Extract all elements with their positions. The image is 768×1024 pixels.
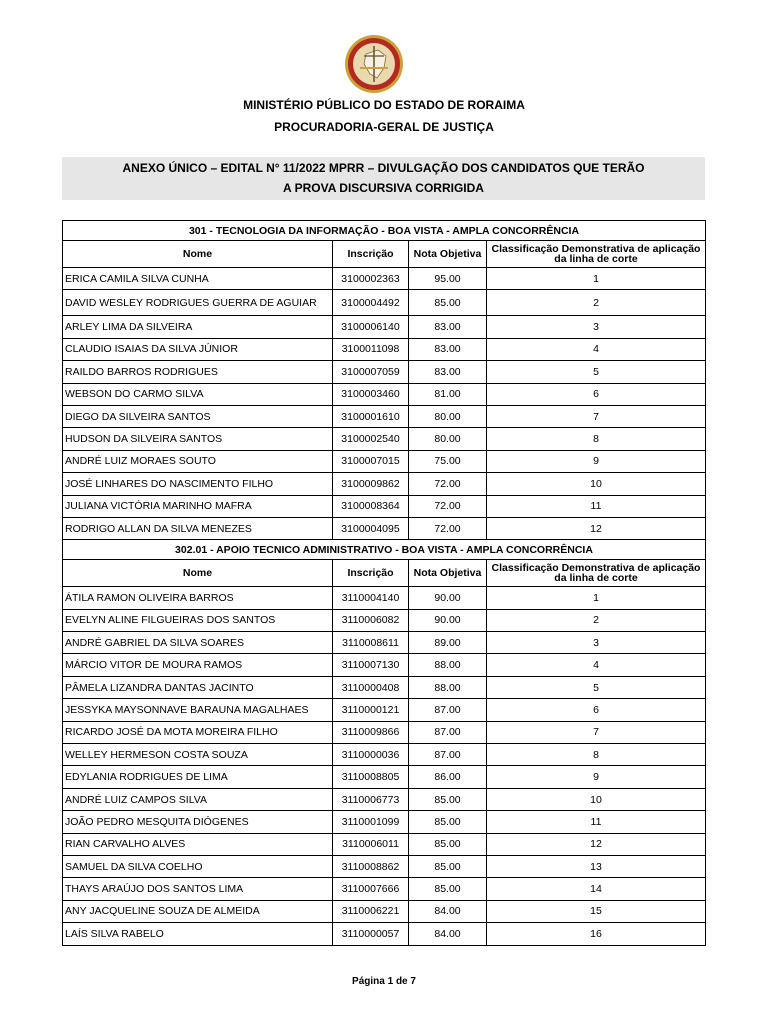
- objective-score: 85.00: [409, 290, 487, 316]
- registration-number: 3110000057: [333, 923, 409, 945]
- objective-score: 90.00: [409, 609, 487, 631]
- candidate-name: MÁRCIO VITOR DE MOURA RAMOS: [63, 654, 333, 676]
- classification: 10: [487, 473, 706, 495]
- section-title-row: [63, 540, 706, 560]
- classification: 7: [487, 405, 706, 427]
- classification: 13: [487, 855, 706, 877]
- candidate-name: ANDRÉ LUIZ CAMPOS SILVA: [63, 788, 333, 810]
- col-header-registration: Inscrição: [333, 560, 409, 587]
- objective-score: 87.00: [409, 744, 487, 766]
- table-row: [63, 900, 706, 922]
- candidate-name: RIAN CARVALHO ALVES: [63, 833, 333, 855]
- table-row: [63, 428, 706, 450]
- table-row: [63, 654, 706, 676]
- candidate-name: DIEGO DA SILVEIRA SANTOS: [63, 405, 333, 427]
- classification: 8: [487, 744, 706, 766]
- registration-number: 3100002540: [333, 428, 409, 450]
- classification: 12: [487, 833, 706, 855]
- classification: 6: [487, 699, 706, 721]
- objective-score: 83.00: [409, 361, 487, 383]
- table-row: [63, 517, 706, 539]
- table-row: [63, 811, 706, 833]
- classification: 9: [487, 450, 706, 472]
- candidate-name: HUDSON DA SILVEIRA SANTOS: [63, 428, 333, 450]
- annex-title-line1: ANEXO ÚNICO – EDITAL N° 11/2022 MPRR – DIVULGAÇÃO DOS CANDIDATOS QUE TERÃO: [122, 161, 645, 175]
- table-row: [63, 833, 706, 855]
- table-row: [63, 290, 706, 316]
- candidate-name: JESSYKA MAYSONNAVE BARAUNA MAGALHAES: [63, 699, 333, 721]
- registration-number: 3100001610: [333, 405, 409, 427]
- classification: 8: [487, 428, 706, 450]
- registration-number: 3110006011: [333, 833, 409, 855]
- candidates-table: [62, 220, 706, 946]
- table-row: [63, 855, 706, 877]
- candidate-name: WEBSON DO CARMO SILVA: [63, 383, 333, 405]
- candidate-name: THAYS ARAÚJO DOS SANTOS LIMA: [63, 878, 333, 900]
- registration-number: 3110008862: [333, 855, 409, 877]
- classification: 12: [487, 517, 706, 539]
- col-header-name: Nome: [63, 241, 333, 268]
- classification: 4: [487, 338, 706, 360]
- column-header-row: [63, 241, 706, 268]
- candidate-name: ERICA CAMILA SILVA CUNHA: [63, 268, 333, 290]
- col-header-score: Nota Objetiva: [409, 241, 487, 268]
- section-title: 301 - TECNOLOGIA DA INFORMAÇÃO - BOA VISTA - AMPLA CONCORRÊNCIA: [63, 221, 706, 241]
- registration-number: 3100011098: [333, 338, 409, 360]
- objective-score: 88.00: [409, 654, 487, 676]
- objective-score: 85.00: [409, 811, 487, 833]
- registration-number: 3100002363: [333, 268, 409, 290]
- registration-number: 3110007130: [333, 654, 409, 676]
- objective-score: 75.00: [409, 450, 487, 472]
- institution-seal-logo: [344, 34, 404, 94]
- objective-score: 80.00: [409, 428, 487, 450]
- registration-number: 3100003460: [333, 383, 409, 405]
- registration-number: 3100007059: [333, 361, 409, 383]
- candidate-name: JOÃO PEDRO MESQUITA DIÓGENES: [63, 811, 333, 833]
- table-row: [63, 923, 706, 945]
- table-row: [63, 268, 706, 290]
- objective-score: 84.00: [409, 900, 487, 922]
- table-row: [63, 587, 706, 609]
- registration-number: 3100004492: [333, 290, 409, 316]
- classification: 6: [487, 383, 706, 405]
- candidate-name: SAMUEL DA SILVA COELHO: [63, 855, 333, 877]
- registration-number: 3110008805: [333, 766, 409, 788]
- candidate-name: ANDRÉ LUIZ MORAES SOUTO: [63, 450, 333, 472]
- classification: 1: [487, 268, 706, 290]
- classification: 1: [487, 587, 706, 609]
- table-row: [63, 473, 706, 495]
- col-header-registration: Inscrição: [333, 241, 409, 268]
- registration-number: 3100008364: [333, 495, 409, 517]
- table-row: [63, 699, 706, 721]
- table-row: [63, 788, 706, 810]
- candidate-name: LAÍS SILVA RABELO: [63, 923, 333, 945]
- column-header-row: [63, 560, 706, 587]
- table-row: [63, 316, 706, 338]
- candidate-name: DAVID WESLEY RODRIGUES GUERRA DE AGUIAR: [63, 290, 333, 316]
- objective-score: 72.00: [409, 495, 487, 517]
- table-row: [63, 405, 706, 427]
- registration-number: 3110009866: [333, 721, 409, 743]
- classification: 2: [487, 609, 706, 631]
- classification: 16: [487, 923, 706, 945]
- candidate-name: ARLEY LIMA DA SILVEIRA: [63, 316, 333, 338]
- annex-title-box: [62, 157, 705, 200]
- classification: 7: [487, 721, 706, 743]
- classification: 5: [487, 676, 706, 698]
- institution-name: MINISTÉRIO PÚBLICO DO ESTADO DE RORAIMA: [243, 98, 525, 112]
- registration-number: 3100006140: [333, 316, 409, 338]
- table-row: [63, 383, 706, 405]
- objective-score: 87.00: [409, 721, 487, 743]
- table-row: [63, 744, 706, 766]
- objective-score: 85.00: [409, 855, 487, 877]
- section-title: 302.01 - APOIO TECNICO ADMINISTRATIVO - BOA VISTA - AMPLA CONCORRÊNCIA: [63, 540, 706, 560]
- classification: 11: [487, 495, 706, 517]
- registration-number: 3100007015: [333, 450, 409, 472]
- section-title-row: [63, 221, 706, 241]
- annex-title-line2: A PROVA DISCURSIVA CORRIGIDA: [283, 181, 484, 195]
- candidate-name: RICARDO JOSÉ DA MOTA MOREIRA FILHO: [63, 721, 333, 743]
- candidate-name: ANY JACQUELINE SOUZA DE ALMEIDA: [63, 900, 333, 922]
- candidate-name: PÂMELA LIZANDRA DANTAS JACINTO: [63, 676, 333, 698]
- col-header-name: Nome: [63, 560, 333, 587]
- candidate-name: ANDRÉ GABRIEL DA SILVA SOARES: [63, 632, 333, 654]
- classification: 15: [487, 900, 706, 922]
- registration-number: 3100009862: [333, 473, 409, 495]
- page-number: Página 1 de 7: [352, 976, 416, 987]
- candidate-name: EVELYN ALINE FILGUEIRAS DOS SANTOS: [63, 609, 333, 631]
- objective-score: 95.00: [409, 268, 487, 290]
- table-row: [63, 338, 706, 360]
- candidate-name: ÁTILA RAMON OLIVEIRA BARROS: [63, 587, 333, 609]
- classification: 9: [487, 766, 706, 788]
- registration-number: 3110006221: [333, 900, 409, 922]
- candidate-name: WELLEY HERMESON COSTA SOUZA: [63, 744, 333, 766]
- table-row: [63, 721, 706, 743]
- col-header-rank: Classificação Demonstrativa de aplicação da linha de corte: [487, 560, 706, 587]
- registration-number: 3110000121: [333, 699, 409, 721]
- registration-number: 3110000408: [333, 676, 409, 698]
- col-header-rank: Classificação Demonstrativa de aplicação da linha de corte: [487, 241, 706, 268]
- table-row: [63, 878, 706, 900]
- table-row: [63, 632, 706, 654]
- objective-score: 81.00: [409, 383, 487, 405]
- objective-score: 85.00: [409, 878, 487, 900]
- table-row: [63, 361, 706, 383]
- table-row: [63, 609, 706, 631]
- table-row: [63, 676, 706, 698]
- objective-score: 86.00: [409, 766, 487, 788]
- registration-number: 3110006773: [333, 788, 409, 810]
- col-header-score: Nota Objetiva: [409, 560, 487, 587]
- table-row: [63, 766, 706, 788]
- table-row: [63, 450, 706, 472]
- classification: 3: [487, 316, 706, 338]
- objective-score: 90.00: [409, 587, 487, 609]
- classification: 10: [487, 788, 706, 810]
- registration-number: 3110000036: [333, 744, 409, 766]
- classification: 11: [487, 811, 706, 833]
- objective-score: 89.00: [409, 632, 487, 654]
- registration-number: 3110008611: [333, 632, 409, 654]
- objective-score: 80.00: [409, 405, 487, 427]
- registration-number: 3110001099: [333, 811, 409, 833]
- department-name: PROCURADORIA-GERAL DE JUSTIÇA: [274, 120, 494, 134]
- objective-score: 85.00: [409, 833, 487, 855]
- classification: 5: [487, 361, 706, 383]
- registration-number: 3110004140: [333, 587, 409, 609]
- objective-score: 84.00: [409, 923, 487, 945]
- objective-score: 72.00: [409, 473, 487, 495]
- candidate-name: CLAUDIO ISAIAS DA SILVA JÚNIOR: [63, 338, 333, 360]
- classification: 4: [487, 654, 706, 676]
- candidate-name: JOSÉ LINHARES DO NASCIMENTO FILHO: [63, 473, 333, 495]
- objective-score: 83.00: [409, 316, 487, 338]
- table-row: [63, 495, 706, 517]
- candidate-name: JULIANA VICTÓRIA MARINHO MAFRA: [63, 495, 333, 517]
- classification: 2: [487, 290, 706, 316]
- objective-score: 72.00: [409, 517, 487, 539]
- candidate-name: EDYLANIA RODRIGUES DE LIMA: [63, 766, 333, 788]
- objective-score: 83.00: [409, 338, 487, 360]
- registration-number: 3110006082: [333, 609, 409, 631]
- registration-number: 3100004095: [333, 517, 409, 539]
- objective-score: 85.00: [409, 788, 487, 810]
- registration-number: 3110007666: [333, 878, 409, 900]
- classification: 14: [487, 878, 706, 900]
- candidate-name: RODRIGO ALLAN DA SILVA MENEZES: [63, 517, 333, 539]
- candidate-name: RAILDO BARROS RODRIGUES: [63, 361, 333, 383]
- classification: 3: [487, 632, 706, 654]
- objective-score: 88.00: [409, 676, 487, 698]
- objective-score: 87.00: [409, 699, 487, 721]
